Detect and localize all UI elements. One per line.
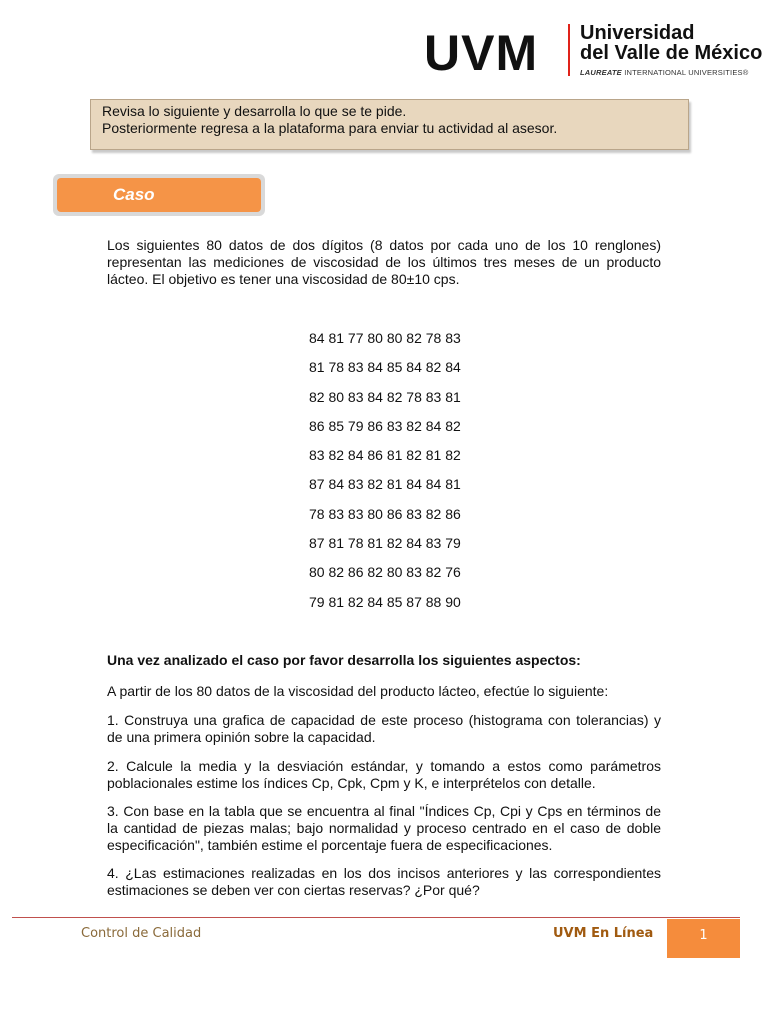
aspects-item-3: 3. Con base en la tabla que se encuentra al final "Índices Cp, Cpi y Cps en términos de la cantidad de piezas malas; bajo normalidad y proceso centrado en el caso de doble especificación", también estime el porcentaje fuera de especificaciones.: [107, 803, 661, 853]
logo-divider: [568, 24, 570, 76]
aspects-item-4: 4. ¿Las estimaciones realizadas en los dos incisos anteriores y las correspondientes estimaciones se deben ver con ciertas reservas? ¿Por qué?: [107, 865, 661, 898]
instructions-box: [90, 99, 689, 150]
footer-course-name: Control de Calidad: [81, 926, 202, 941]
aspects-heading: Una vez analizado el caso por favor desarrolla los siguientes aspectos:: [107, 652, 581, 668]
university-name-line1: Universidad: [580, 22, 695, 44]
intro-paragraph: Los siguientes 80 datos de dos dígitos (8 datos por cada uno de los 10 renglones) representan las mediciones de viscosidad de los últimos tres meses de un producto lácteo. El objetivo es tener una viscosidad de 80±10 cps.: [107, 237, 661, 287]
data-row: 83 82 84 86 81 82 81 82: [309, 447, 461, 464]
data-row: 78 83 83 80 86 83 82 86: [309, 505, 461, 522]
data-row: 82 80 83 84 82 78 83 81: [309, 388, 461, 405]
data-rows: [309, 328, 509, 621]
page-number: 1: [699, 928, 708, 943]
affiliation-rest: INTERNATIONAL UNIVERSITIES®: [624, 68, 749, 77]
instructions-line2: Posteriormente regresa a la plataforma para enviar tu actividad al asesor.: [102, 120, 558, 136]
section-tab: [53, 174, 265, 216]
footer-brand: UVM En Línea: [553, 926, 654, 941]
affiliation-brand: LAUREATE: [580, 68, 622, 77]
aspects-item-1: 1. Construya una grafica de capacidad de este proceso (histograma con tolerancias) y de una primera opinión sobre la capacidad.: [107, 712, 661, 745]
data-row: 81 78 83 84 85 84 82 84: [309, 359, 461, 376]
data-row: 79 81 82 84 85 87 88 90: [309, 593, 461, 610]
footer-rule: [12, 917, 740, 918]
aspects-item-2: 2. Calcule la media y la desviación estándar, y tomando a estos como parámetros poblacionales estime los índices Cp, Cpk, Cpm y K, e interprételos con detalle.: [107, 758, 661, 791]
university-name-line2: del Valle de México: [580, 42, 763, 64]
logo-mark: UVM: [424, 25, 539, 81]
instructions-line1: Revisa lo siguiente y desarrolla lo que se te pide.: [102, 103, 407, 119]
aspects-paragraph: A partir de los 80 datos de la viscosidad del producto lácteo, efectúe lo siguiente:: [107, 683, 609, 699]
page-number-box: [667, 919, 740, 958]
uvm-logo: [424, 22, 768, 82]
data-row: 87 84 83 82 81 84 84 81: [309, 476, 461, 493]
section-tab-fill: [57, 178, 261, 212]
data-row: 80 82 86 82 80 83 82 76: [309, 564, 461, 581]
data-row: 84 81 77 80 80 82 78 83: [309, 330, 461, 346]
section-title: Caso: [113, 185, 155, 204]
affiliation-text: [580, 68, 748, 77]
data-row: 86 85 79 86 83 82 84 82: [309, 417, 461, 434]
data-row: 87 81 78 81 82 84 83 79: [309, 535, 461, 552]
